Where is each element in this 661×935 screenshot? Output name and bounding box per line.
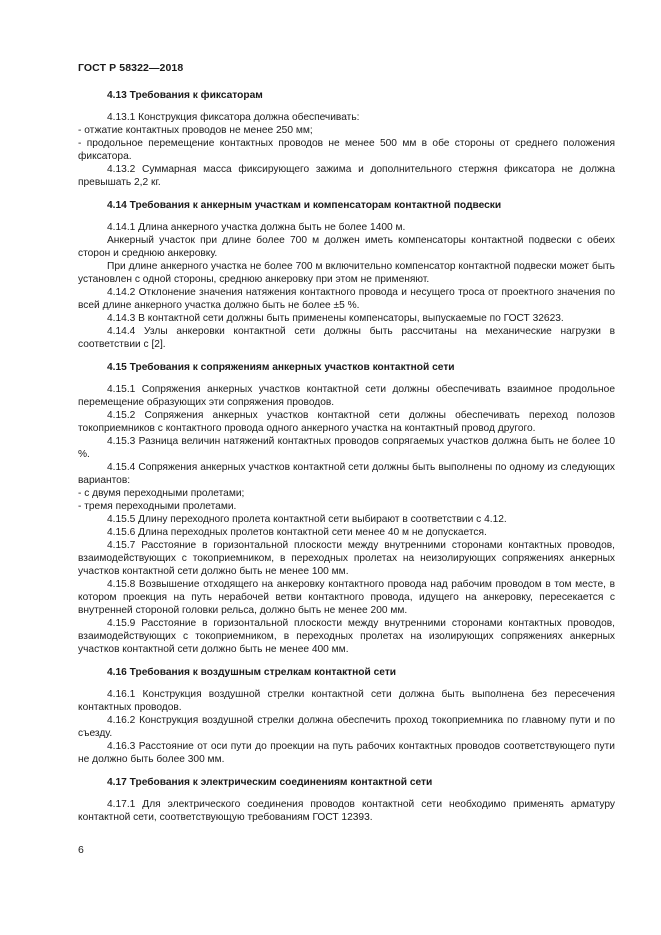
paragraph-4-15-5: 4.15.5 Длину переходного пролета контактной сети выбирают в соответствии с 4.12.: [107, 514, 507, 525]
section-heading-4-16: 4.16 Требования к воздушным стрелкам контактной сети: [107, 667, 397, 678]
page-number: 6: [78, 844, 84, 856]
paragraph-4-15-9: 4.15.9 Расстояние в горизонтальной плоскости между внутренними сторонами контактных проводов, взаимодействующих с токоприемником, в переходных пролетах на изолирующих сопряжениях анкерных участков контактной сети должно быть не менее 400 мм.: [78, 618, 615, 655]
document-code-header: ГОСТ Р 58322—2018: [78, 62, 184, 74]
list-item-4-15-4-a: - с двумя переходными пролетами;: [78, 488, 245, 499]
paragraph-4-15-1: 4.15.1 Сопряжения анкерных участков контактной сети должны обеспечивать взаимное продольное перемещение образующих эти сопряжения проводов.: [78, 384, 615, 408]
paragraph-4-14-4: 4.14.4 Узлы анкеровки контактной сети должны быть рассчитаны на механические нагрузки в соответствии с [2].: [78, 326, 615, 350]
section-heading-4-14: 4.14 Требования к анкерным участкам и компенсаторам контактной подвески: [107, 200, 502, 211]
paragraph-4-17-1: 4.17.1 Для электрического соединения проводов контактной сети необходимо применять арматуру контактной сети, соответствующую требованиям ГОСТ 12393.: [78, 799, 615, 823]
paragraph-4-15-6: 4.15.6 Длина переходных пролетов контактной сети менее 40 м не допускается.: [107, 527, 487, 538]
paragraph-4-14-1-b: Анкерный участок при длине более 700 м должен иметь компенсаторы контактной подвески с обеих сторон и среднюю анкеровку.: [78, 235, 615, 259]
paragraph-4-15-2: 4.15.2 Сопряжения анкерных участков контактной сети должны обеспечивать переход полозов токоприемников с контактного провода одного анкерного участка на контактный провод другого.: [78, 410, 615, 434]
list-item-4-15-4-b: - тремя переходными пролетами.: [78, 501, 237, 512]
paragraph-4-14-3: 4.14.3 В контактной сети должны быть применены компенсаторы, выпускаемые по ГОСТ 32623.: [107, 313, 564, 324]
section-heading-4-15: 4.15 Требования к сопряжениям анкерных участков контактной сети: [107, 362, 455, 373]
paragraph-4-14-1-c: При длине анкерного участка не более 700 м включительно компенсатор контактной подвески может быть установлен с одной стороны, среднюю анкеровку при этом не применяют.: [78, 261, 615, 285]
document-body: [78, 85, 615, 824]
list-item-4-13-1-b: - продольное перемещение контактных проводов не менее 500 мм в обе стороны от среднего положения фиксатора.: [78, 138, 615, 162]
paragraph-4-16-2: 4.16.2 Конструкция воздушной стрелки должна обеспечить проход токоприемника по главному пути и по съезду.: [78, 715, 615, 739]
paragraph-4-13-1: 4.13.1 Конструкция фиксатора должна обеспечивать:: [107, 112, 360, 123]
paragraph-4-15-8: 4.15.8 Возвышение отходящего на анкеровку контактного провода над рабочим проводом в том месте, в котором проекция на путь нерабочей ветви контактного провода, идущего на анкеровку, пересекается с внутренней стороной головки рельса, должно быть не менее 200 мм.: [78, 579, 615, 616]
paragraph-4-13-2: 4.13.2 Суммарная масса фиксирующего зажима и дополнительного стержня фиксатора не должна превышать 2,2 кг.: [78, 164, 615, 188]
paragraph-4-14-1: 4.14.1 Длина анкерного участка должна быть не более 1400 м.: [107, 222, 406, 233]
list-item-4-13-1-a: - отжатие контактных проводов не менее 250 мм;: [78, 125, 313, 136]
section-heading-4-13: 4.13 Требования к фиксаторам: [107, 90, 263, 101]
paragraph-4-16-1: 4.16.1 Конструкция воздушной стрелки контактной сети должна быть выполнена без пересечения контактных проводов.: [78, 689, 615, 713]
paragraph-4-15-7: 4.15.7 Расстояние в горизонтальной плоскости между внутренними сторонами контактных проводов, взаимодействующих с токоприемником, в переходных пролетах на неизолирующих сопряжениях анкерных участков контактной сети должно быть не менее 100 мм.: [78, 540, 615, 577]
paragraph-4-15-4: 4.15.4 Сопряжения анкерных участков контактной сети должны быть выполнены по одному из следующих вариантов:: [78, 462, 615, 486]
paragraph-4-14-2: 4.14.2 Отклонение значения натяжения контактного провода и несущего троса от проектного значения по всей длине анкерного участка должно быть не более ±5 %.: [78, 287, 615, 311]
paragraph-4-15-3: 4.15.3 Разница величин натяжений контактных проводов сопрягаемых участков должна быть не более 10 %.: [78, 436, 615, 460]
section-heading-4-17: 4.17 Требования к электрическим соединениям контактной сети: [107, 777, 433, 788]
paragraph-4-16-3: 4.16.3 Расстояние от оси пути до проекции на путь рабочих контактных проводов соответствующего пути не должно быть более 300 мм.: [78, 741, 615, 765]
